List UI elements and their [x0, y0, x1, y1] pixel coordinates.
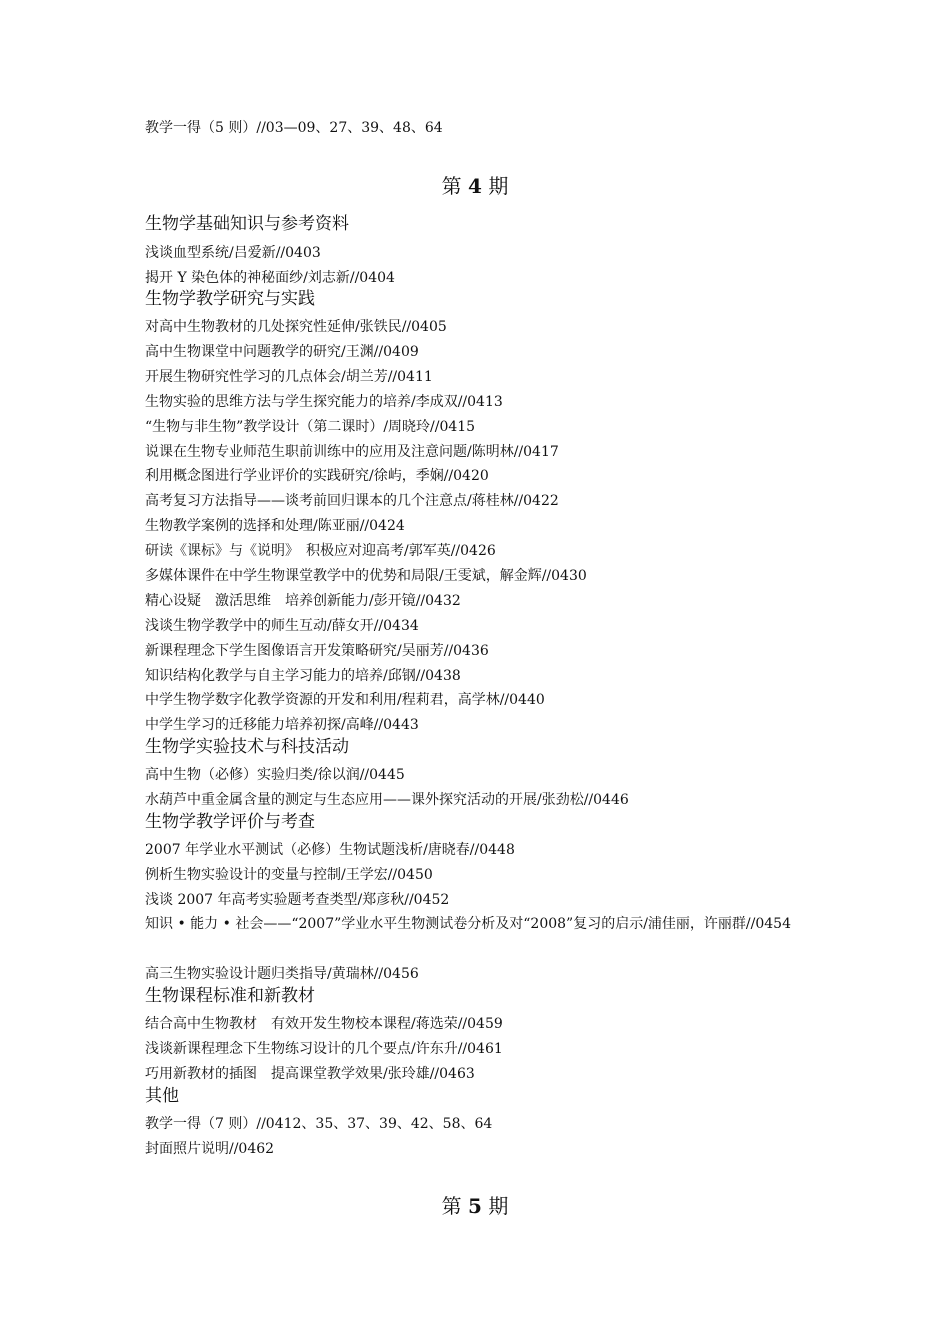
- section-title: 生物课程标准和新教材: [145, 986, 315, 1006]
- toc-entry: 利用概念图进行学业评价的实践研究/徐屿，季娴//0420: [145, 468, 489, 484]
- toc-entry: 中学生物学数字化教学资源的开发和利用/程莉君，高学林//0440: [145, 692, 545, 708]
- toc-entry: 研读《课标》与《说明》 积极应对迎高考/郭军英//0426: [145, 543, 496, 559]
- toc-entry: 多媒体课件在中学生物课堂教学中的优势和局限/王雯斌，解金辉//0430: [145, 568, 587, 584]
- issue-suffix: 期: [488, 174, 509, 198]
- toc-entry: 例析生物实验设计的变量与控制/王学宏//0450: [145, 867, 433, 883]
- toc-entry: 知识结构化教学与自主学习能力的培养/邱钢//0438: [145, 668, 461, 684]
- issue-number: 5: [468, 1194, 482, 1218]
- toc-entry: 新课程理念下学生图像语言开发策略研究/吴丽芳//0436: [145, 643, 489, 659]
- toc-entry: “生物与非生物”教学设计（第二课时）/周晓玲//0415: [145, 419, 476, 435]
- issue-prefix: 第: [441, 174, 462, 198]
- toc-entry: 知识 • 能力 • 社会——“2007”学业水平生物测试卷分析及对“2008”复习的启示/浦佳丽，许丽群//0454: [145, 916, 791, 932]
- toc-entry: 生物教学案例的选择和处理/陈亚丽//0424: [145, 518, 405, 534]
- issue-prefix: 第: [441, 1194, 462, 1218]
- toc-entry: 水葫芦中重金属含量的测定与生态应用——课外探究活动的开展/张劲松//0446: [145, 792, 629, 808]
- section-title: 生物学教学研究与实践: [145, 289, 315, 309]
- toc-entry: 开展生物研究性学习的几点体会/胡兰芳//0411: [145, 369, 433, 385]
- section-title: 生物学基础知识与参考资料: [145, 214, 349, 234]
- issue-number: 4: [468, 174, 482, 198]
- toc-entry: 说课在生物专业师范生职前训练中的应用及注意问题/陈明林//0417: [145, 444, 559, 460]
- toc-entry: 教学一得（5 则）//03—09、27、39、48、64: [145, 120, 443, 136]
- toc-entry: 结合高中生物教材 有效开发生物校本课程/蒋选荣//0459: [145, 1016, 503, 1032]
- section-title: 生物学教学评价与考查: [145, 812, 315, 832]
- toc-entry: 巧用新教材的插图 提高课堂教学效果/张玲雄//0463: [145, 1066, 475, 1082]
- issue-heading-4: [0, 173, 950, 199]
- toc-entry: 浅谈新课程理念下生物练习设计的几个要点/许东升//0461: [145, 1041, 503, 1057]
- issue-suffix: 期: [488, 1194, 509, 1218]
- toc-entry: 精心设疑 激活思维 培养创新能力/彭开镜//0432: [145, 593, 461, 609]
- section-title: 生物学实验技术与科技活动: [145, 737, 349, 757]
- toc-entry: 高中生物（必修）实验归类/徐以润//0445: [145, 767, 405, 783]
- toc-entry: 教学一得（7 则）//0412、35、37、39、42、58、64: [145, 1116, 493, 1132]
- toc-entry: 封面照片说明//0462: [145, 1141, 275, 1157]
- toc-entry: 2007 年学业水平测试（必修）生物试题浅析/唐晓春//0448: [145, 842, 515, 858]
- toc-entry: 对高中生物教材的几处探究性延伸/张铁民//0405: [145, 319, 447, 335]
- toc-entry: 高中生物课堂中问题教学的研究/王渊//0409: [145, 344, 419, 360]
- toc-entry: 生物实验的思维方法与学生探究能力的培养/李成双//0413: [145, 394, 503, 410]
- issue-heading-5: [0, 1193, 950, 1219]
- section-title: 其他: [145, 1086, 179, 1106]
- toc-entry: 揭开 Y 染色体的神秘面纱/刘志新//0404: [145, 270, 395, 286]
- toc-entry: 高三生物实验设计题归类指导/黄瑞林//0456: [145, 966, 419, 982]
- toc-entry: 浅谈 2007 年高考实验题考查类型/郑彦秋//0452: [145, 892, 450, 908]
- toc-entry: 中学生学习的迁移能力培养初探/高峰//0443: [145, 717, 419, 733]
- toc-entry: 浅谈生物学教学中的师生互动/薛女开//0434: [145, 618, 419, 634]
- toc-entry: 高考复习方法指导——谈考前回归课本的几个注意点/蒋桂林//0422: [145, 493, 559, 509]
- toc-entry: 浅谈血型系统/吕爱新//0403: [145, 245, 321, 261]
